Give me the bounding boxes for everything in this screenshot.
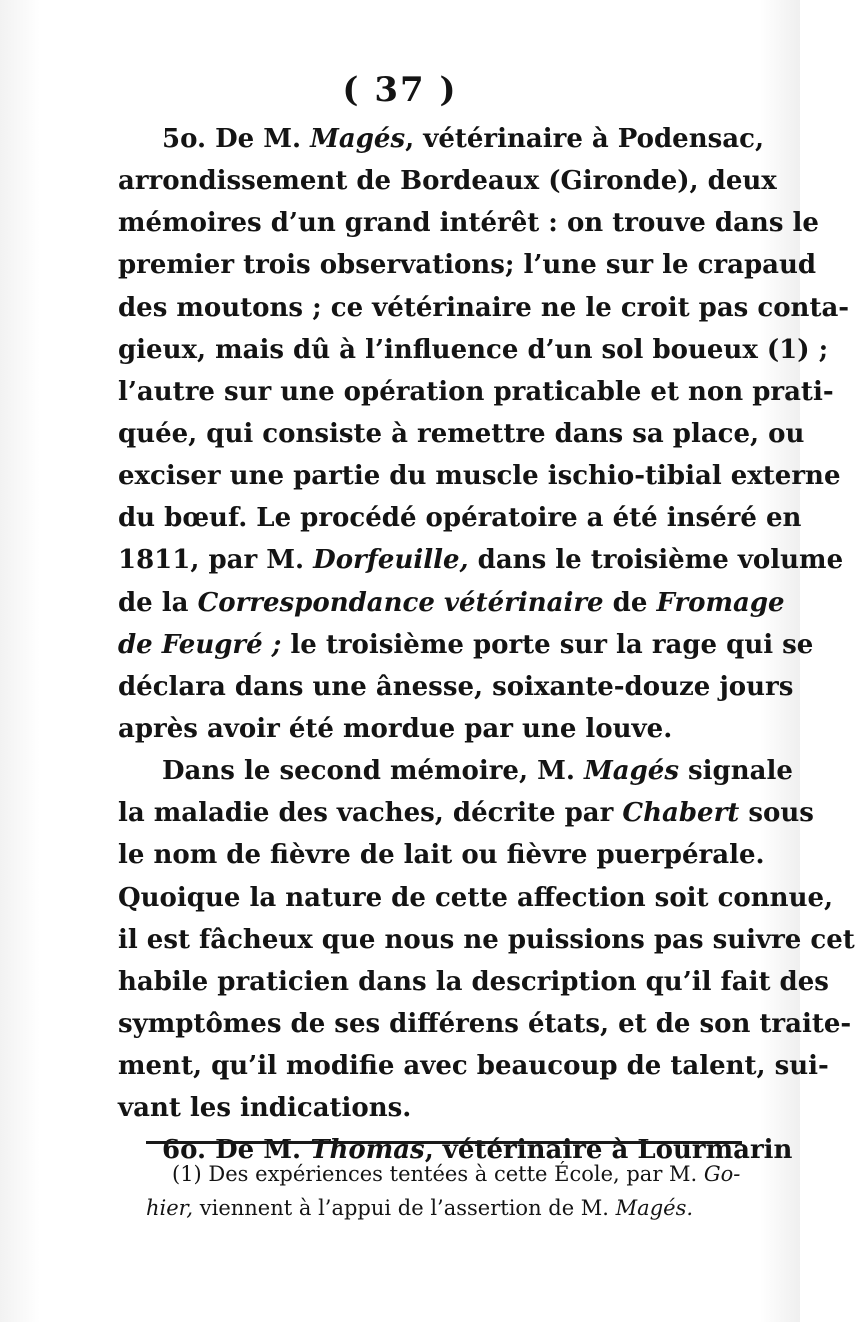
text-run: viennent à l’appui de l’assertion de M. bbox=[193, 1196, 616, 1220]
text-line bbox=[118, 708, 738, 750]
italic-text: Magés bbox=[583, 756, 679, 787]
text-line bbox=[118, 118, 764, 160]
italic-text: Magés bbox=[310, 124, 406, 154]
text-run: mémoires d’un grand intérêt : on trouve dans le bbox=[118, 208, 819, 239]
text-run: dans le troisième volume bbox=[468, 545, 844, 576]
text-run: quée, qui consiste à remettre dans sa place, ou bbox=[118, 418, 805, 449]
text-run: 6o. De M. bbox=[162, 1135, 311, 1166]
italic-text: Correspondance vétérinaire bbox=[197, 587, 604, 618]
text-run: 1811, par M. bbox=[118, 545, 314, 576]
text-line bbox=[118, 1003, 852, 1045]
italic-text: Chabert bbox=[622, 798, 740, 829]
italic-text: Go- bbox=[703, 1162, 741, 1186]
text-line bbox=[118, 582, 785, 624]
italic-text: Thomas bbox=[310, 1135, 425, 1166]
footnote-line bbox=[146, 1157, 741, 1191]
text-line bbox=[118, 455, 841, 497]
italic-text: Magés. bbox=[615, 1196, 694, 1220]
footnote-line bbox=[146, 1191, 706, 1225]
italic-text: Dorfeuille, bbox=[313, 545, 469, 576]
text-run: sous bbox=[739, 798, 814, 829]
text-line bbox=[118, 329, 829, 371]
text-run: vant les indications. bbox=[118, 1093, 412, 1124]
text-line bbox=[118, 961, 829, 1003]
text-run: ment, qu’il modifie avec beaucoup de talent, sui- bbox=[118, 1051, 829, 1082]
text-run: après avoir été mordue par une louve. bbox=[118, 713, 673, 744]
text-run: le nom de fièvre de lait ou fièvre puerpérale. bbox=[118, 840, 765, 871]
text-line bbox=[118, 1087, 738, 1129]
text-run: signale bbox=[678, 756, 793, 787]
text-line bbox=[118, 160, 777, 202]
text-line bbox=[118, 497, 802, 539]
text-run: des moutons ; ce vétérinaire ne le croit pas conta- bbox=[118, 292, 850, 323]
text-run: du bœuf. Le procédé opératoire a été inséré en bbox=[118, 503, 802, 534]
text-line bbox=[118, 287, 850, 329]
text-run: déclara dans une ânesse, soixante-douze jours bbox=[118, 671, 794, 702]
text-run: de bbox=[603, 587, 657, 618]
text-line bbox=[118, 371, 834, 413]
text-run: habile praticien dans la description qu’il fait des bbox=[118, 966, 829, 997]
text-run: exciser une partie du muscle ischio-tibial externe bbox=[118, 461, 841, 492]
text-run: l’autre sur une opération praticable et non prati- bbox=[118, 376, 834, 407]
text-run: 5o. De M. bbox=[162, 124, 311, 154]
text-line bbox=[118, 834, 765, 876]
italic-text: Fromage bbox=[656, 587, 785, 618]
text-run: il est fâcheux que nous ne puissions pas suivre cet bbox=[118, 924, 855, 955]
text-line bbox=[118, 624, 814, 666]
footnotes bbox=[146, 1157, 741, 1225]
text-run: Quoique la nature de cette affection soit connue, bbox=[118, 882, 834, 913]
text-line bbox=[118, 666, 794, 708]
page-number: ( 37 ) bbox=[342, 70, 458, 110]
text-run: Dans le second mémoire, M. bbox=[162, 756, 584, 787]
text-line bbox=[118, 877, 834, 919]
text-run: symptômes de ses différens états, et de son traite- bbox=[118, 1008, 852, 1039]
text-run: de la bbox=[118, 587, 198, 618]
text-line bbox=[118, 919, 855, 961]
text-line bbox=[118, 244, 817, 286]
italic-text: de Feugré ; bbox=[118, 629, 282, 660]
text-run: (1) Des expériences tentées à cette École, par M. bbox=[172, 1162, 704, 1186]
text-line bbox=[118, 413, 805, 455]
text-run: premier trois observations; l’une sur le crapaud bbox=[118, 250, 817, 281]
text-line bbox=[118, 792, 814, 834]
text-run: gieux, mais dû à l’influence d’un sol boueux (1) ; bbox=[118, 334, 829, 365]
text-line bbox=[118, 539, 844, 581]
text-run: la maladie des vaches, décrite par bbox=[118, 798, 623, 829]
text-run: , vétérinaire à Lourmarin bbox=[424, 1135, 793, 1166]
footnote-rule bbox=[146, 1141, 742, 1144]
text-line bbox=[118, 202, 819, 244]
text-line bbox=[118, 750, 793, 792]
text-run: , vétérinaire à Podensac, bbox=[405, 124, 764, 154]
body-text bbox=[118, 118, 855, 1172]
text-run: le troisième porte sur la rage qui se bbox=[281, 629, 814, 660]
text-line bbox=[118, 1045, 829, 1087]
italic-text: hier, bbox=[146, 1196, 194, 1220]
text-run: arrondissement de Bordeaux (Gironde), deux bbox=[118, 166, 777, 197]
